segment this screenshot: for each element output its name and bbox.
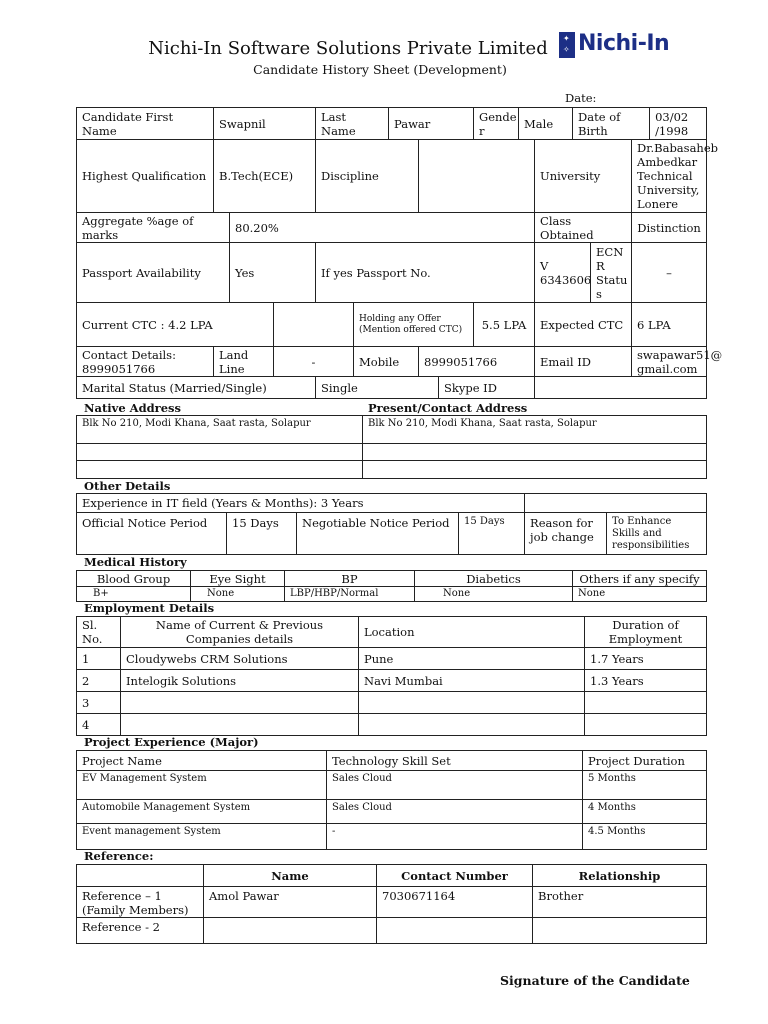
company-logo <box>556 30 686 62</box>
passport-label: Passport Availability <box>77 243 230 303</box>
reference-name <box>204 918 377 944</box>
company-name <box>121 714 359 736</box>
project-header: Project Name <box>77 751 327 771</box>
reason-value: To Enhance Skills and responsibilities <box>607 513 707 555</box>
dob-value: 03/02 /1998 <box>650 108 707 140</box>
skype-label: Skype ID <box>439 377 535 399</box>
project-header: Project Duration <box>583 751 707 771</box>
reference-label: Reference - 2 <box>77 918 204 944</box>
medical-heading: Medical History <box>84 555 187 569</box>
company-location: Navi Mumbai <box>359 670 585 692</box>
project-name: Automobile Management System <box>77 800 327 824</box>
negotiable-label: Negotiable Notice Period <box>297 513 459 555</box>
logo-mark-icon: ✦ ✧ <box>559 32 575 58</box>
reference-header: Relationship <box>533 865 707 887</box>
qualification-value: B.Tech(ECE) <box>214 140 316 213</box>
employment-header: Duration of Employment <box>585 617 707 648</box>
reference-table <box>76 864 707 944</box>
employment-table <box>76 616 707 736</box>
last-name-label: Last Name <box>316 108 389 140</box>
reference-relationship <box>533 918 707 944</box>
expected-ctc-value: 6 LPA <box>632 303 707 347</box>
landline-value: - <box>274 347 354 377</box>
email-value: swapawar51@ gmail.com <box>632 347 707 377</box>
project-tech: Sales Cloud <box>327 771 583 800</box>
skype-value <box>535 377 707 399</box>
reference-header: Name <box>204 865 377 887</box>
sheet-subtitle: Candidate History Sheet (Development) <box>253 62 507 77</box>
present-address-value: Blk No 210, Modi Khana, Saat rasta, Solapur <box>363 416 707 444</box>
first-name-value: Swapnil <box>214 108 316 140</box>
project-tech: Sales Cloud <box>327 800 583 824</box>
company-title: Nichi-In Software Solutions Private Limited <box>148 38 548 59</box>
address-table <box>76 415 707 479</box>
qualification-label: Highest Qualification <box>77 140 214 213</box>
project-heading: Project Experience (Major) <box>84 735 259 749</box>
employment-duration <box>585 714 707 736</box>
ecnr-value: – <box>632 243 707 303</box>
signature-label: Signature of the Candidate <box>500 973 690 988</box>
landline-label: Land Line <box>214 347 274 377</box>
medical-header: Eye Sight <box>191 571 285 587</box>
native-address-value: Blk No 210, Modi Khana, Saat rasta, Solapur <box>77 416 363 444</box>
offer-label: Holding any Offer (Mention offered CTC) <box>354 303 474 347</box>
email-label: Email ID <box>535 347 632 377</box>
passport-no-label: If yes Passport No. <box>316 243 535 303</box>
project-duration: 4 Months <box>583 800 707 824</box>
employment-header: Sl. No. <box>77 617 121 648</box>
aggregate-label: Aggregate %age of marks <box>77 213 230 243</box>
company-location <box>359 692 585 714</box>
mobile-label: Mobile <box>354 347 419 377</box>
company-name <box>121 692 359 714</box>
present-address-line <box>363 444 707 461</box>
expected-ctc-label: Expected CTC <box>535 303 632 347</box>
bp-value: LBP/HBP/Normal <box>285 587 415 602</box>
blood-group-value: B+ <box>77 587 191 602</box>
company-location: Pune <box>359 648 585 670</box>
class-value: Distinction <box>632 213 707 243</box>
medical-table <box>76 570 707 602</box>
project-table <box>76 750 707 850</box>
last-name-value: Pawar <box>389 108 474 140</box>
eye-sight-value: None <box>191 587 285 602</box>
discipline-label: Discipline <box>316 140 419 213</box>
gender-label: Gende r <box>474 108 519 140</box>
medical-header: Others if any specify <box>573 571 707 587</box>
dob-label: Date of Birth <box>573 108 650 140</box>
class-label: Class Obtained <box>535 213 632 243</box>
university-label: University <box>535 140 632 213</box>
native-address-heading: Native Address <box>84 401 181 415</box>
medical-header: Blood Group <box>77 571 191 587</box>
offer-value: 5.5 LPA <box>474 303 535 347</box>
first-name-label: Candidate First Name <box>77 108 214 140</box>
contact-label: Contact Details: 8999051766 <box>77 347 214 377</box>
experience-blank <box>525 494 707 513</box>
reference-header: Contact Number <box>377 865 533 887</box>
personal-details-table <box>76 107 723 399</box>
reference-relationship: Brother <box>533 887 707 918</box>
gender-value: Male <box>519 108 573 140</box>
ecnr-label: ECN R Statu s <box>591 243 632 303</box>
marital-label: Marital Status (Married/Single) <box>77 377 316 399</box>
negotiable-value: 15 Days <box>459 513 525 555</box>
reference-label: Reference – 1 (Family Members) <box>77 887 204 918</box>
company-name: Intelogik Solutions <box>121 670 359 692</box>
project-tech: - <box>327 824 583 850</box>
present-address-line <box>363 461 707 479</box>
reference-contact: 7030671164 <box>377 887 533 918</box>
reference-contact <box>377 918 533 944</box>
reference-header <box>77 865 204 887</box>
diabetics-value: None <box>415 587 573 602</box>
table-row: 4 <box>77 714 121 736</box>
project-header: Technology Skill Set <box>327 751 583 771</box>
native-address-line <box>77 444 363 461</box>
current-ctc-value <box>274 303 354 347</box>
employment-duration: 1.3 Years <box>585 670 707 692</box>
project-name: EV Management System <box>77 771 327 800</box>
native-address-line <box>77 461 363 479</box>
others-value: None <box>573 587 707 602</box>
reference-heading: Reference: <box>84 849 154 863</box>
company-name: Cloudywebs CRM Solutions <box>121 648 359 670</box>
aggregate-value: 80.20% <box>230 213 535 243</box>
table-row: 2 <box>77 670 121 692</box>
logo-text: Nichi-In <box>578 31 670 56</box>
table-row: 1 <box>77 648 121 670</box>
medical-header: BP <box>285 571 415 587</box>
employment-heading: Employment Details <box>84 601 215 615</box>
employment-header: Location <box>359 617 585 648</box>
reference-name: Amol Pawar <box>204 887 377 918</box>
experience-value: Experience in IT field (Years & Months): 3 Years <box>77 494 525 513</box>
passport-value: Yes <box>230 243 316 303</box>
reason-label: Reason for job change <box>525 513 607 555</box>
university-value: Dr.Babasaheb Ambedkar Technical University, Lonere <box>632 140 707 213</box>
marital-value: Single <box>316 377 439 399</box>
project-duration: 4.5 Months <box>583 824 707 850</box>
passport-no-value: V 6343606 <box>535 243 591 303</box>
notice-value: 15 Days <box>227 513 297 555</box>
notice-label: Official Notice Period <box>77 513 227 555</box>
project-duration: 5 Months <box>583 771 707 800</box>
mobile-value: 8999051766 <box>419 347 535 377</box>
employment-duration <box>585 692 707 714</box>
project-name: Event management System <box>77 824 327 850</box>
discipline-value <box>419 140 535 213</box>
present-address-heading: Present/Contact Address <box>368 401 528 415</box>
other-details-heading: Other Details <box>84 479 171 493</box>
date-label: Date: <box>565 91 597 105</box>
other-details-table <box>76 493 707 555</box>
employment-duration: 1.7 Years <box>585 648 707 670</box>
current-ctc-label: Current CTC : 4.2 LPA <box>77 303 274 347</box>
table-row: 3 <box>77 692 121 714</box>
company-location <box>359 714 585 736</box>
employment-header: Name of Current & Previous Companies details <box>121 617 359 648</box>
medical-header: Diabetics <box>415 571 573 587</box>
